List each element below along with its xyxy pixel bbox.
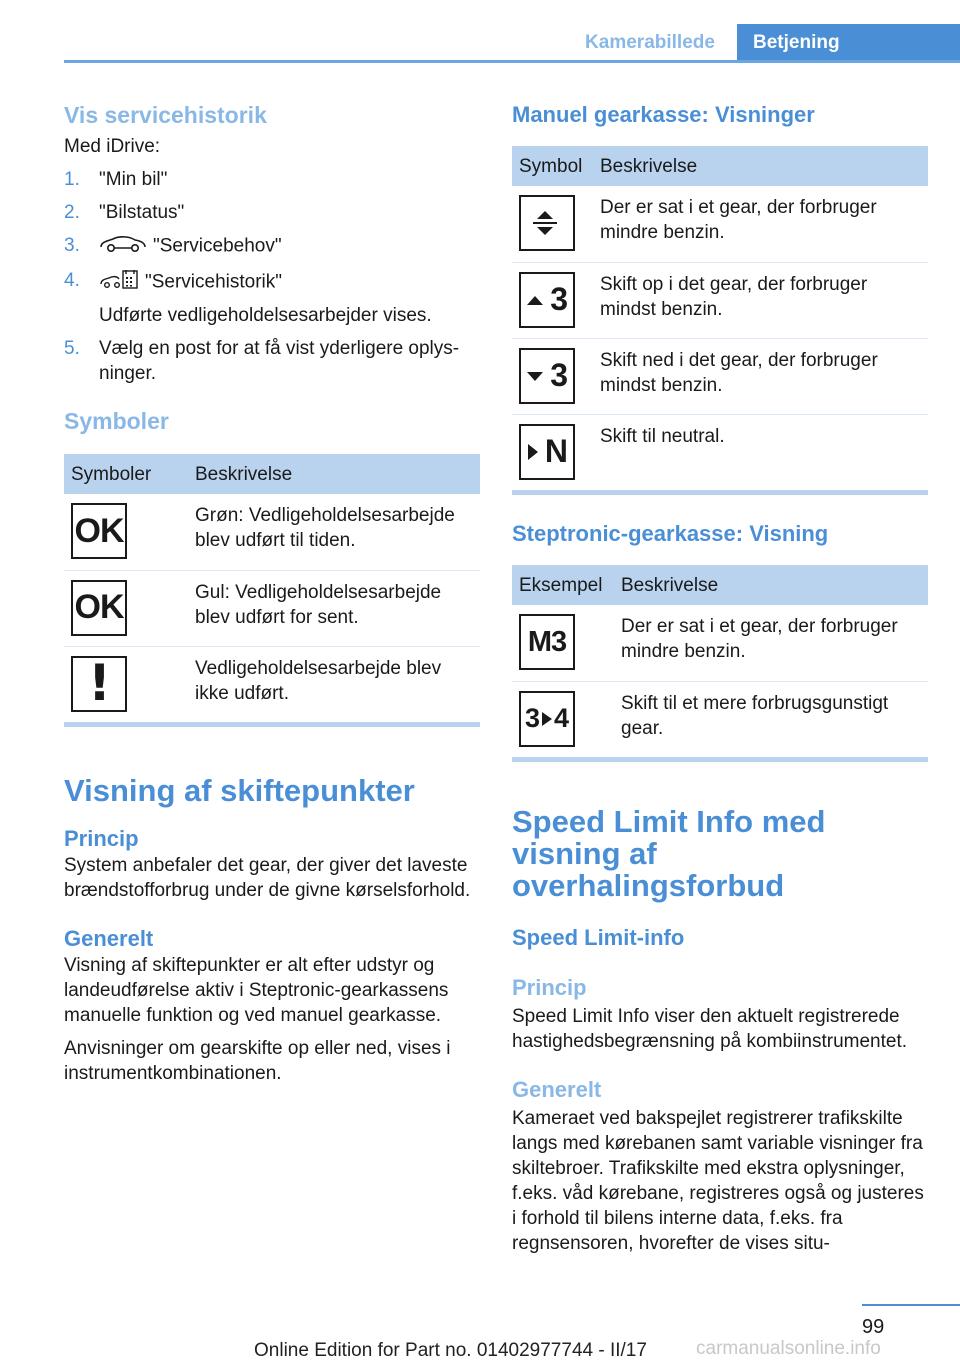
table-end-rule bbox=[512, 490, 928, 495]
shift-3-to-4-icon: 3 4 bbox=[519, 691, 575, 747]
speed-general-heading: Generelt bbox=[512, 1077, 602, 1102]
list-item bbox=[64, 167, 480, 192]
general-heading: Generelt bbox=[64, 926, 154, 951]
watermark: carmanualsonline.info bbox=[696, 1338, 881, 1359]
exclamation-icon: ! bbox=[71, 656, 127, 712]
table-row bbox=[512, 262, 928, 338]
table-cell: Skift til neutral. bbox=[600, 425, 725, 447]
manual-gear-m3-icon: M3 bbox=[519, 614, 575, 670]
table-row bbox=[512, 414, 928, 490]
table-cell: Grøn: Vedligeholdelsesarbejde blev udført til tiden. bbox=[188, 494, 480, 570]
table-row bbox=[64, 570, 480, 646]
table-row bbox=[512, 681, 928, 757]
right-column bbox=[512, 100, 928, 1256]
steptronic-table bbox=[512, 565, 928, 757]
chapter-tab[interactable]: Betjening bbox=[737, 24, 960, 62]
principle-heading: Princip bbox=[64, 826, 139, 851]
step-note: Udførte vedligeholdelsesarbejder vises. bbox=[99, 305, 432, 326]
table-header: Symbol bbox=[512, 146, 593, 186]
table-cell: Skift til et mere forbrugsgunstigt gear. bbox=[621, 692, 889, 739]
table-cell: Der er sat i et gear, der forbruger mindre benzin. bbox=[593, 186, 928, 262]
speed-limit-subheading: Speed Limit-info bbox=[512, 925, 685, 950]
table-header: Beskrivelse bbox=[188, 454, 480, 494]
table-row bbox=[64, 494, 480, 570]
header-rule bbox=[64, 60, 960, 63]
ok-green-icon: OK bbox=[71, 503, 127, 559]
step-text: "Servicebehov" bbox=[153, 235, 282, 257]
table-cell: Skift op i det gear, der forbruger mindst benzin. bbox=[593, 262, 928, 338]
step-number: 5. bbox=[64, 338, 80, 359]
service-history-icon bbox=[99, 268, 139, 297]
service-intro: Med iDrive: bbox=[64, 136, 161, 157]
table-header: Symboler bbox=[64, 454, 188, 494]
step-text: "Servicehistorik" bbox=[145, 271, 283, 293]
shift-down-icon: 3 bbox=[519, 348, 575, 404]
neutral-icon: N bbox=[519, 424, 575, 480]
step-text: "Min bil" bbox=[99, 169, 168, 190]
service-steps-list bbox=[64, 167, 480, 386]
footer-rule bbox=[862, 1304, 960, 1306]
step-number: 1. bbox=[64, 169, 80, 190]
left-column bbox=[64, 100, 480, 1086]
shift-up-icon: 3 bbox=[519, 272, 575, 328]
principle-text: System anbefaler det gear, der giver det laveste brændstofforbrug under de givne kørselsforhold. bbox=[64, 855, 471, 901]
table-header: Beskrivelse bbox=[593, 146, 928, 186]
list-item bbox=[64, 336, 480, 386]
table-row bbox=[512, 605, 928, 681]
speed-principle-text: Speed Limit Info viser den aktuelt registrerede hastighedsbegrænsning på kombiinstrumentet. bbox=[512, 1006, 908, 1052]
step-text: "Bilstatus" bbox=[99, 202, 185, 223]
table-end-rule bbox=[64, 722, 480, 727]
manual-gearbox-table bbox=[512, 146, 928, 490]
step-number: 4. bbox=[64, 270, 80, 291]
table-row bbox=[64, 646, 480, 722]
steptronic-heading: Steptronic-gearkasse: Visning bbox=[512, 521, 829, 546]
gear-up-down-icon bbox=[519, 195, 575, 251]
table-cell: Gul: Vedligeholdelsesarbejde blev udført for sent. bbox=[188, 570, 480, 646]
step-number: 3. bbox=[64, 235, 80, 256]
manual-gearbox-heading: Manuel gearkasse: Visninger bbox=[512, 102, 815, 127]
table-row bbox=[512, 186, 928, 262]
step-number: 2. bbox=[64, 202, 80, 223]
table-cell: Skift ned i det gear, der forbruger mindst benzin. bbox=[593, 338, 928, 414]
list-item bbox=[64, 200, 480, 225]
symbols-heading: Symboler bbox=[64, 408, 169, 434]
service-history-heading: Vis servicehistorik bbox=[64, 102, 267, 128]
car-service-icon bbox=[99, 233, 147, 260]
table-header: Beskrivelse bbox=[614, 565, 928, 605]
table-cell: Der er sat i et gear, der forbruger mindre benzin. bbox=[614, 605, 928, 681]
table-row bbox=[512, 338, 928, 414]
table-cell: Vedligeholdelsesarbejde blev ikke udført. bbox=[195, 657, 442, 704]
symbols-table bbox=[64, 454, 480, 722]
shift-points-heading: Visning af skiftepunkter bbox=[64, 773, 415, 808]
list-item bbox=[64, 268, 480, 328]
table-header: Eksempel bbox=[512, 565, 614, 605]
page-number: 99 bbox=[862, 1316, 885, 1338]
speed-principle-heading: Princip bbox=[512, 975, 587, 1000]
edition-text: Online Edition for Part no. 01402977744 - II/17 bbox=[254, 1340, 647, 1361]
list-item bbox=[64, 233, 480, 260]
speed-general-text: Kameraet ved bakspejlet registrerer trafikskilte langs med kørebanen samt variable visninger fra skiltebroer. Trafikskilte med ekstra oplysninger, f.eks. våd kørebane, registreres også og justeres i forhold til bilens interne data, f.eks. fra regnsensoren, hvorefter de vises situ- bbox=[512, 1108, 924, 1254]
table-end-rule bbox=[512, 757, 928, 762]
step-text: Vælg en post for at få vist yderligere oplysninger. bbox=[99, 338, 460, 384]
general-text-1: Visning af skiftepunkter er alt efter udstyr og landeudførelse aktiv i Steptronic-gearkassens manuelle funktion og ved manuel gearkasse. bbox=[64, 955, 449, 1026]
ok-yellow-icon: OK bbox=[71, 580, 127, 636]
section-tab[interactable]: Kamerabillede bbox=[585, 32, 715, 53]
general-text-2: Anvisninger om gearskifte op eller ned, vises i instrumentkombinationen. bbox=[64, 1038, 451, 1084]
speed-limit-heading: Speed Limit Info med visning af overhalingsforbud bbox=[512, 804, 826, 903]
